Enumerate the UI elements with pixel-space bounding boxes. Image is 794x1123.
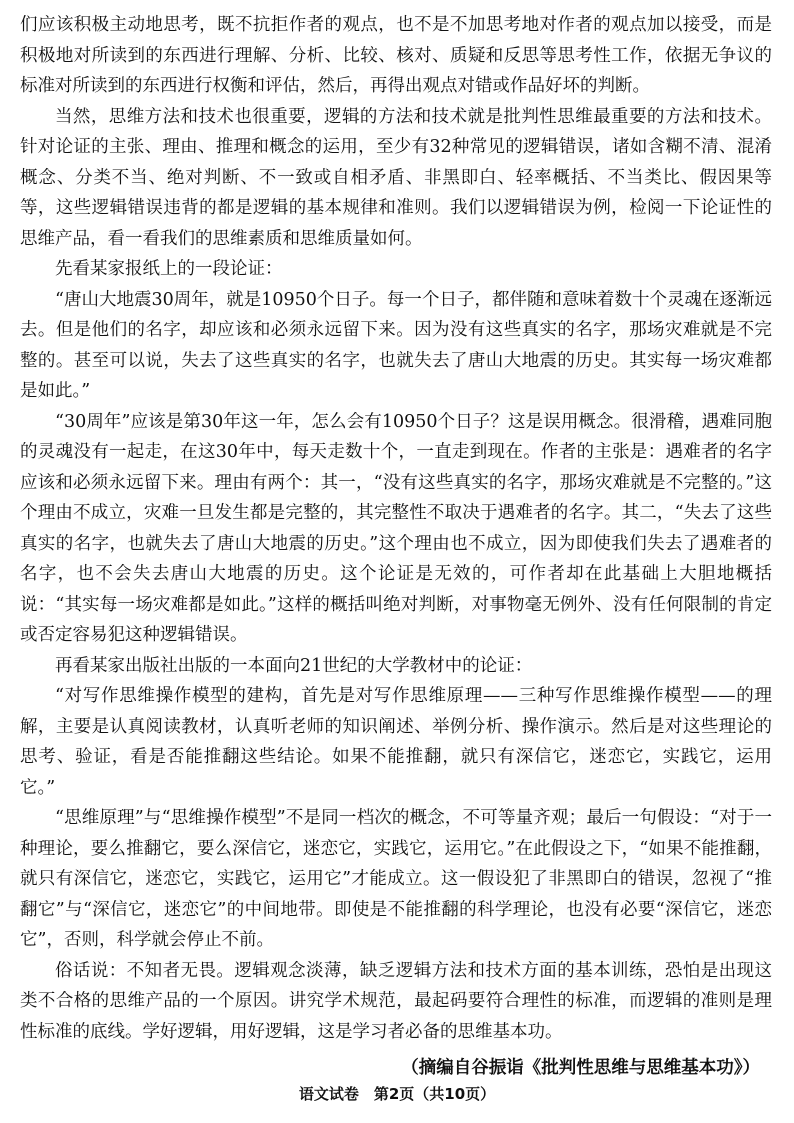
- paragraph-conclusion: 俗话说：不知者无畏。逻辑观念淡薄，缺乏逻辑方法和技术方面的基本训练，恐怕是出现这类不合格的思维产品的一个原因。讲究学术规范，最起码要符合理性的标准，而逻辑的准则是理性标准的底线。学好逻辑，用好逻辑，这是学习者必备的思维基本功。: [20, 960, 772, 1042]
- quote-textbook: “对写作思维操作模型的建构，首先是对写作思维原理——三种写作思维操作模型——的理解，主要是认真阅读教材，认真听老师的知识阐述、举例分析、操作演示。然后是对这些理论的思考、验证，看是否能推翻这些结论。如果不能推翻，就只有深信它，迷恋它，实践它，运用它。”: [20, 686, 772, 798]
- document-page: [20, 10, 772, 1110]
- paragraph-analysis-1: “30周年”应该是第30年这一年，怎么会有10950个日子？这是误用概念。很滑稽，遇难同胞的灵魂没有一起走，在这30年中，每天走数十个，一直走到现在。作者的主张是：遇难者的名字应该和必须永远留下来。理由有两个：其一，“没有这些真实的名字，那场灾难就是不完整的。”这个理由不成立，灾难一旦发生都是完整的，其完整性不取决于遇难者的名字。其二，“失去了这些真实的名字，也就失去了唐山大地震的历史。”这个理由也不成立，因为即使我们失去了遇难者的名字，也不会失去唐山大地震的历史。这个论证是无效的，可作者却在此基础上大胆地概括说：“其实每一场灾难都是如此。”这样的概括叫绝对判断，对事物毫无例外、没有任何限制的肯定或否定容易犯这种逻辑错误。: [20, 411, 772, 645]
- paragraph-analysis-2: “思维原理”与“思维操作模型”不是同一档次的概念，不可等量齐观；最后一句假设：“对于一种理论，要么推翻它，要么深信它，迷恋它，实践它，运用它。”在此假设之下，“如果不能推翻，就只有深信它，迷恋它，实践它，运用它”才能成立。这一假设犯了非黑即白的错误，忽视了“推翻它”与“深信它，迷恋它”的中间地带。即使是不能推翻的科学理论，也没有必要“深信它，迷恋它”，否则，科学就会停止不前。: [20, 808, 772, 950]
- paragraph-1: 们应该积极主动地思考，既不抗拒作者的观点，也不是不加思考地对作者的观点加以接受，而是积极地对所读到的东西进行理解、分析、比较、核对、质疑和反思等思考性工作，依据无争议的标准对所读到的东西进行权衡和评估，然后，再得出观点对错或作品好坏的判断。: [20, 15, 772, 96]
- page-footer: 语文试卷 第2页（共10页）: [298, 1085, 496, 1103]
- source-citation: （摘编自谷振诣《批判性思维与思维基本功》）: [401, 1058, 760, 1078]
- quote-tangshan: “唐山大地震30周年，就是10950个日子。每一个日子，都伴随和意味着数十个灵魂在逐渐远去。但是他们的名字，却应该和必须永远留下来。因为没有这些真实的名字，那场灾难就是不完整的。甚至可以说，失去了这些真实的名字，也就失去了唐山大地震的历史。其实每一场灾难都是如此。”: [20, 289, 772, 401]
- paragraph-3: 先看某家报纸上的一段论证：: [55, 259, 283, 279]
- paragraph-2: 当然，思维方法和技术也很重要，逻辑的方法和技术就是批判性思维最重要的方法和技术。针对论证的主张、理由、推理和概念的运用，至少有32种常见的逻辑错误，诸如含糊不清、混淆概念、分类不当、绝对判断、不一致或自相矛盾、非黑即白、轻率概括、不当类比、假因果等等，这些逻辑错误违背的都是逻辑的基本规律和准则。我们以逻辑错误为例，检阅一下论证性的思维产品，看一看我们的思维素质和思维质量如何。: [20, 106, 772, 249]
- paragraph-textbook-intro: 再看某家出版社出版的一本面向21世纪的大学教材中的论证：: [55, 655, 533, 676]
